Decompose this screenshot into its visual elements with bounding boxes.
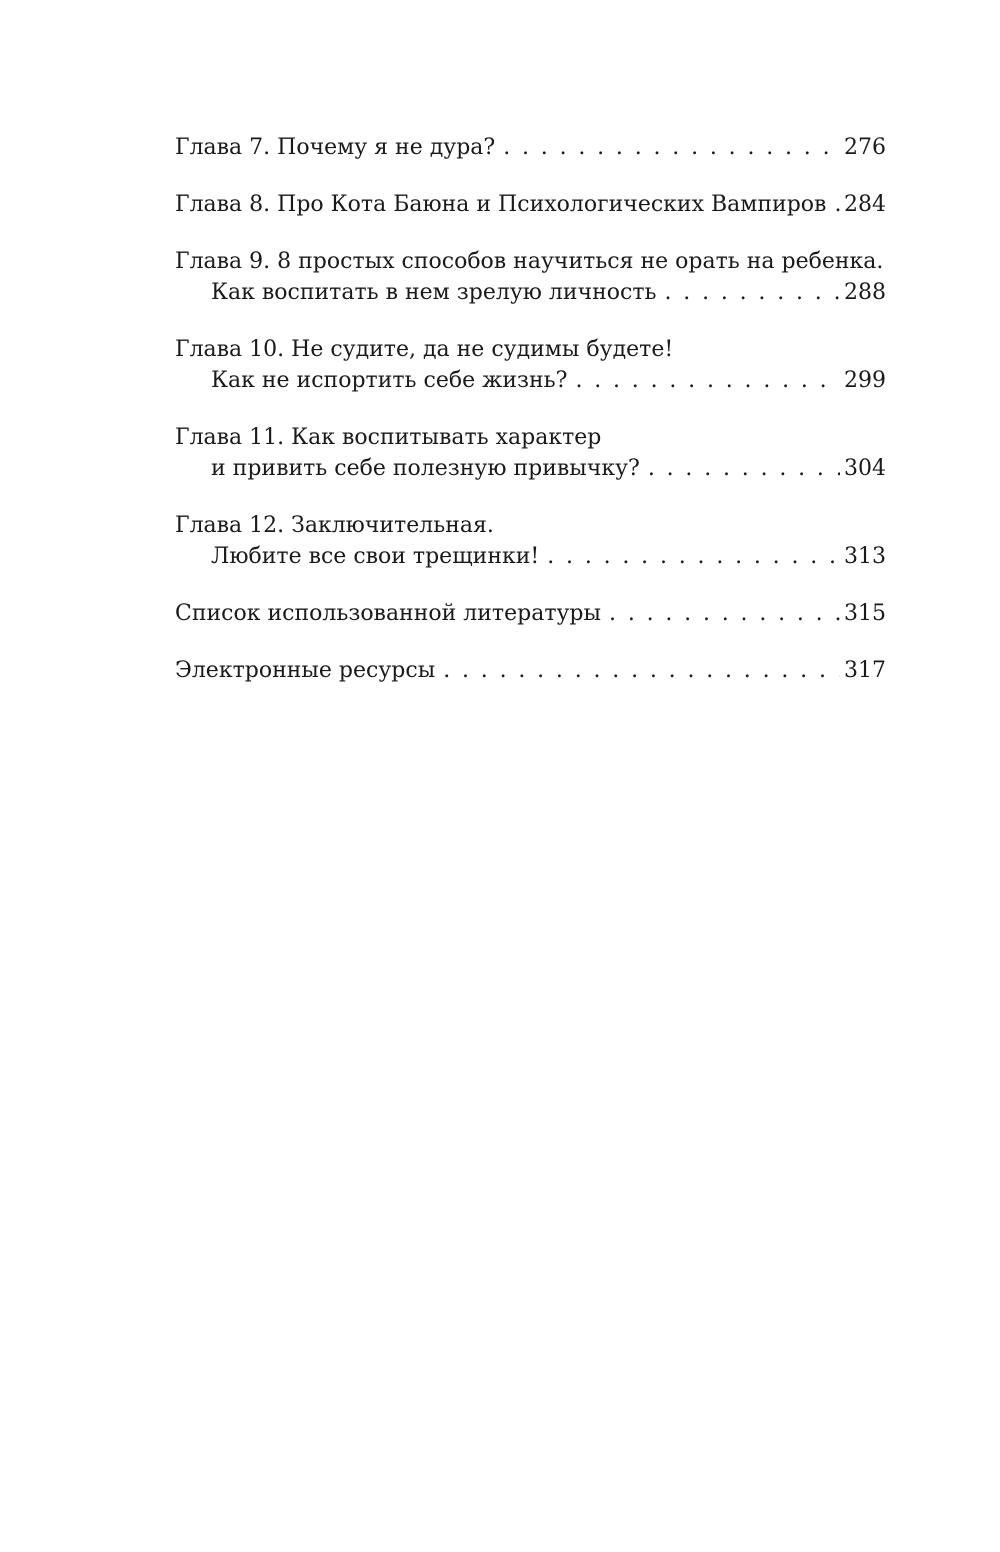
toc-line bbox=[175, 598, 886, 629]
toc-entry-title: Глава 12. Заключительная. bbox=[175, 513, 494, 538]
dot-leader bbox=[665, 277, 841, 308]
toc-entry-title: Глава 8. Про Кота Баюна и Психологических Вампиров bbox=[175, 192, 827, 217]
toc-page-number: 299 bbox=[844, 368, 886, 393]
toc-line-continuation bbox=[175, 277, 886, 308]
toc-entry-title: Глава 10. Не судите, да не судимы будете! bbox=[175, 337, 674, 362]
toc-line bbox=[175, 132, 886, 163]
dot-leader bbox=[575, 365, 840, 396]
dot-leader bbox=[547, 541, 840, 572]
toc-line bbox=[175, 189, 886, 220]
toc-page-number: 315 bbox=[844, 601, 886, 626]
toc-page-number: 304 bbox=[844, 456, 886, 481]
toc-line-continuation bbox=[175, 453, 886, 484]
toc-entry-chapter-8[interactable] bbox=[175, 189, 886, 220]
toc-entry-subtitle: и привить себе полезную привычку? bbox=[211, 456, 640, 481]
toc-line bbox=[175, 334, 886, 365]
toc-line-continuation bbox=[175, 365, 886, 396]
toc-entry-title: Электронные ресурсы bbox=[175, 658, 436, 683]
toc-line bbox=[175, 655, 886, 686]
toc-entry-chapter-10[interactable] bbox=[175, 334, 886, 396]
dot-leader bbox=[443, 655, 840, 686]
toc-entry-chapter-12[interactable] bbox=[175, 510, 886, 572]
toc-line bbox=[175, 422, 886, 453]
toc-entry-subtitle: Как воспитать в нем зрелую личность bbox=[211, 280, 657, 305]
toc-entry-electronic-resources[interactable] bbox=[175, 655, 886, 686]
toc-entry-subtitle: Любите все свои трещинки! bbox=[211, 544, 540, 569]
toc-entry-title: Список использованной литературы bbox=[175, 601, 602, 626]
toc-page-number: 313 bbox=[844, 544, 886, 569]
toc-page-number: 288 bbox=[844, 280, 886, 305]
toc-entry-chapter-11[interactable] bbox=[175, 422, 886, 484]
table-of-contents bbox=[175, 132, 886, 712]
toc-entry-chapter-9[interactable] bbox=[175, 246, 886, 308]
toc-line-continuation bbox=[175, 541, 886, 572]
toc-line bbox=[175, 510, 886, 541]
toc-line bbox=[175, 246, 886, 277]
toc-entry-title: Глава 9. 8 простых способов научиться не орать на ребенка. bbox=[175, 249, 884, 274]
toc-entry-chapter-7[interactable] bbox=[175, 132, 886, 163]
toc-entry-title: Глава 11. Как воспитывать характер bbox=[175, 425, 602, 450]
toc-page-number: 317 bbox=[844, 658, 886, 683]
toc-entry-title: Глава 7. Почему я не дура? bbox=[175, 135, 496, 160]
toc-entry-subtitle: Как не испортить себе жизнь? bbox=[211, 368, 568, 393]
dot-leader bbox=[609, 598, 840, 629]
dot-leader bbox=[648, 453, 840, 484]
dot-leader bbox=[503, 132, 840, 163]
toc-entry-bibliography[interactable] bbox=[175, 598, 886, 629]
dot-leader bbox=[834, 189, 840, 220]
toc-page-number: 276 bbox=[844, 135, 886, 160]
toc-page-number: 284 bbox=[844, 192, 886, 217]
